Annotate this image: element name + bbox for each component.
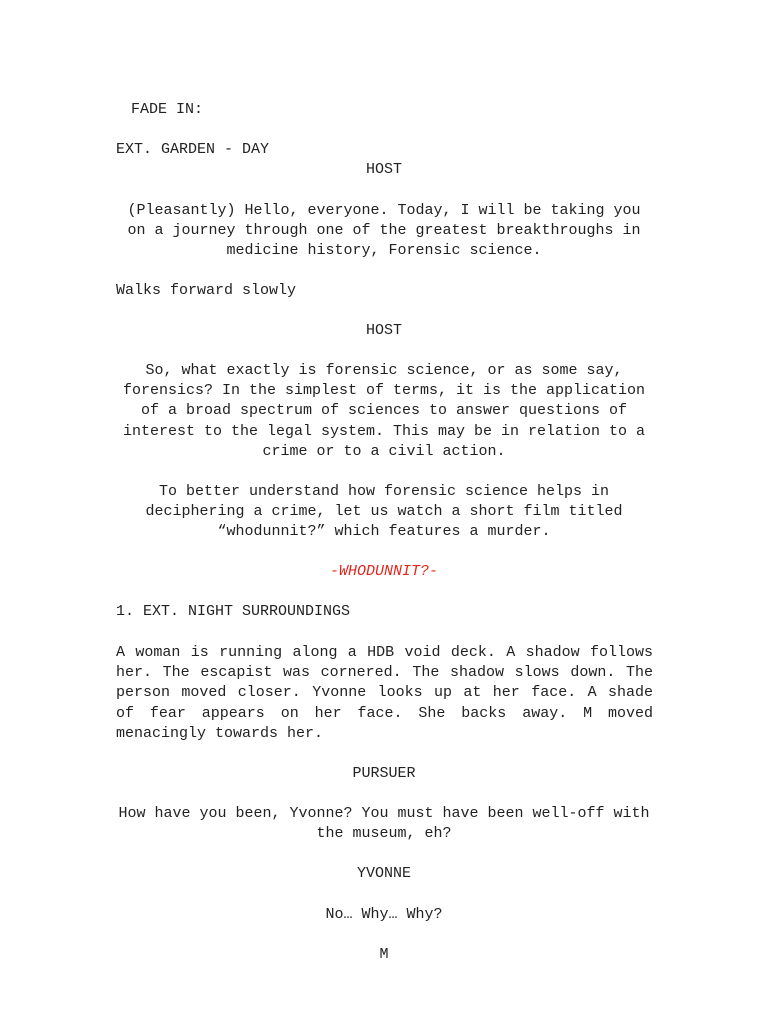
- dialogue-pursuer: How have you been, Yvonne? You must have been well-off with the museum, eh?: [118, 805, 650, 843]
- character-host-2: HOST: [365, 322, 402, 339]
- character-yvonne: YVONNE: [356, 865, 411, 882]
- character-pursuer: PURSUER: [352, 765, 416, 782]
- character-m: M: [379, 946, 389, 963]
- dialogue-film-intro: To better understand how forensic science helps in deciphering a crime, let us watch a short film titled “whodunnit?” which features a murder.: [145, 483, 623, 541]
- action-chase-description: A woman is running along a HDB void deck. A shadow follows her. The escapist was cornered. The shadow slows down. The person moved closer. Yvonne looks up at her face. A shade of fear appears on her face. She backs away. M moved menacingly towards her.: [116, 644, 653, 742]
- dialogue-forensic-definition: So, what exactly is forensic science, or as some say, forensics? In the simplest of terms, it is the application of a broad spectrum of sciences to answer questions of interest to the legal system. This may be in relation to a crime or to a civil action.: [122, 362, 646, 460]
- dialogue-host-greeting: (Pleasantly) Hello, everyone. Today, I will be taking you on a journey through one of the greatest breakthroughs in medicine history, Forensic science.: [127, 202, 641, 260]
- character-host-1: HOST: [365, 161, 402, 178]
- scene-heading-night: 1. EXT. NIGHT SURROUNDINGS: [116, 603, 351, 620]
- film-title: -WHODUNNIT?-: [329, 563, 439, 580]
- action-walks-forward: Walks forward slowly: [116, 282, 297, 299]
- scene-heading-garden: EXT. GARDEN - DAY: [116, 141, 270, 158]
- dialogue-yvonne: No… Why… Why?: [325, 906, 443, 923]
- transition-fade-in: FADE IN:: [131, 101, 204, 118]
